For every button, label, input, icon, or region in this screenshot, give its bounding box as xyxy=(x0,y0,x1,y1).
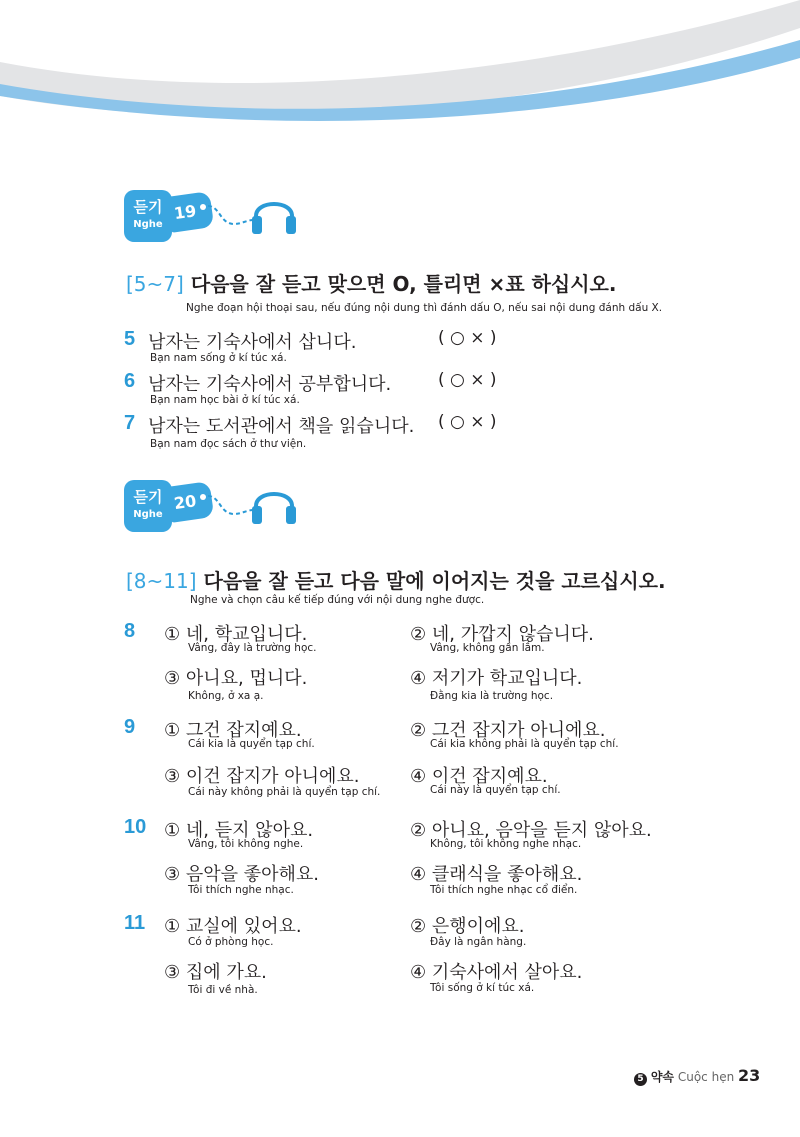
headphones-icon xyxy=(206,190,296,240)
option-translation: Vâng, không gần lắm. xyxy=(430,642,545,654)
option-text[interactable]: ④ 클래식을 좋아해요. xyxy=(410,864,583,885)
instruction-text: 다음을 잘 듣고 맞으면 O, 틀리면 ×표 하십시오. xyxy=(190,272,617,296)
option-text[interactable]: ④ 기숙사에서 살아요. xyxy=(410,962,583,983)
listening-badge-20 xyxy=(124,480,324,540)
badge-label: 듣기 xyxy=(133,488,163,506)
option-text[interactable]: ① 그건 잡지예요. xyxy=(164,720,302,741)
ox-choice[interactable]: ( ○ × ) xyxy=(438,370,497,390)
range-label: [8~11] xyxy=(126,569,197,593)
page-number: 23 xyxy=(738,1066,761,1085)
section-a-heading xyxy=(126,268,616,297)
option-translation: Tôi đi về nhà. xyxy=(188,984,258,996)
range-label: [5~7] xyxy=(126,272,184,296)
option-text[interactable]: ① 네, 학교입니다. xyxy=(164,624,308,645)
option-text[interactable]: ③ 집에 가요. xyxy=(164,962,267,983)
item-number: 5 xyxy=(124,328,136,350)
option-translation: Tôi thích nghe nhạc. xyxy=(188,884,294,896)
headphones-icon xyxy=(206,480,296,530)
statement-text: 남자는 기숙사에서 삽니다. xyxy=(148,332,357,353)
option-text[interactable]: ② 그건 잡지가 아니에요. xyxy=(410,720,606,741)
listening-tab xyxy=(124,480,172,532)
listening-tab xyxy=(124,190,172,242)
option-translation: Cái kia không phải là quyển tạp chí. xyxy=(430,738,619,750)
option-text[interactable]: ① 교실에 있어요. xyxy=(164,916,302,937)
page-footer xyxy=(634,1066,760,1086)
option-text[interactable]: ③ 이건 잡지가 아니에요. xyxy=(164,766,360,787)
option-translation: Vâng, tôi không nghe. xyxy=(188,838,304,850)
option-text[interactable]: ② 네, 가깝지 않습니다. xyxy=(410,624,594,645)
option-text[interactable]: ② 아니요, 음악을 듣지 않아요. xyxy=(410,820,652,841)
listening-badge-19 xyxy=(124,190,324,250)
lesson-number: 5 xyxy=(634,1073,647,1086)
header-swoosh xyxy=(0,0,800,150)
option-text[interactable]: ① 네, 듣지 않아요. xyxy=(164,820,314,841)
statement-translation: Bạn nam học bài ở kí túc xá. xyxy=(150,394,300,406)
badge-sub: Nghe xyxy=(133,509,163,520)
option-text[interactable]: ④ 저기가 학교입니다. xyxy=(410,668,583,689)
option-translation: Đây là ngân hàng. xyxy=(430,936,527,948)
option-translation: Tôi sống ở kí túc xá. xyxy=(430,982,535,994)
badge-label: 듣기 xyxy=(133,198,163,216)
question-number: 10 xyxy=(124,816,147,838)
section-b-heading xyxy=(126,565,666,594)
option-text[interactable]: ② 은행이에요. xyxy=(410,916,525,937)
ox-choice[interactable]: ( ○ × ) xyxy=(438,328,497,348)
option-translation: Tôi thích nghe nhạc cổ điển. xyxy=(430,884,578,896)
ox-choice[interactable]: ( ○ × ) xyxy=(438,412,497,432)
option-text[interactable]: ④ 이건 잡지예요. xyxy=(410,766,548,787)
option-translation: Có ở phòng học. xyxy=(188,936,274,948)
lesson-title-vi: Cuộc hẹn xyxy=(677,1070,735,1084)
lesson-title-kr: 약속 xyxy=(650,1070,675,1084)
instruction-translation: Nghe và chọn câu kế tiếp đúng với nội dung nghe được. xyxy=(190,594,485,606)
item-number: 6 xyxy=(124,370,136,392)
track-number[interactable]: 20 xyxy=(166,481,215,523)
question-number: 9 xyxy=(124,716,136,738)
option-text[interactable]: ③ 음악을 좋아해요. xyxy=(164,864,320,885)
option-translation: Đằng kia là trường học. xyxy=(430,690,554,702)
instruction-translation: Nghe đoạn hội thoại sau, nếu đúng nội dung thì đánh dấu O, nếu sai nội dung đánh dấu X. xyxy=(186,302,663,314)
statement-text: 남자는 기숙사에서 공부합니다. xyxy=(148,374,392,395)
statement-text: 남자는 도서관에서 책을 읽습니다. xyxy=(148,416,415,437)
question-number: 11 xyxy=(124,912,146,934)
option-translation: Cái kia là quyển tạp chí. xyxy=(188,738,315,750)
statement-translation: Bạn nam đọc sách ở thư viện. xyxy=(150,438,307,450)
option-translation: Không, ở xa ạ. xyxy=(188,690,264,702)
instruction-text: 다음을 잘 듣고 다음 말에 이어지는 것을 고르십시오. xyxy=(203,569,666,593)
option-text[interactable]: ③ 아니요, 멉니다. xyxy=(164,668,308,689)
option-translation: Vâng, đây là trường học. xyxy=(188,642,317,654)
badge-sub: Nghe xyxy=(133,219,163,230)
statement-translation: Bạn nam sống ở kí túc xá. xyxy=(150,352,287,364)
option-translation: Cái này không phải là quyển tạp chí. xyxy=(188,786,381,798)
question-number: 8 xyxy=(124,620,136,642)
track-number[interactable]: 19 xyxy=(166,191,215,233)
option-translation: Không, tôi không nghe nhạc. xyxy=(430,838,582,850)
item-number: 7 xyxy=(124,412,136,434)
option-translation: Cái này là quyển tạp chí. xyxy=(430,784,561,796)
